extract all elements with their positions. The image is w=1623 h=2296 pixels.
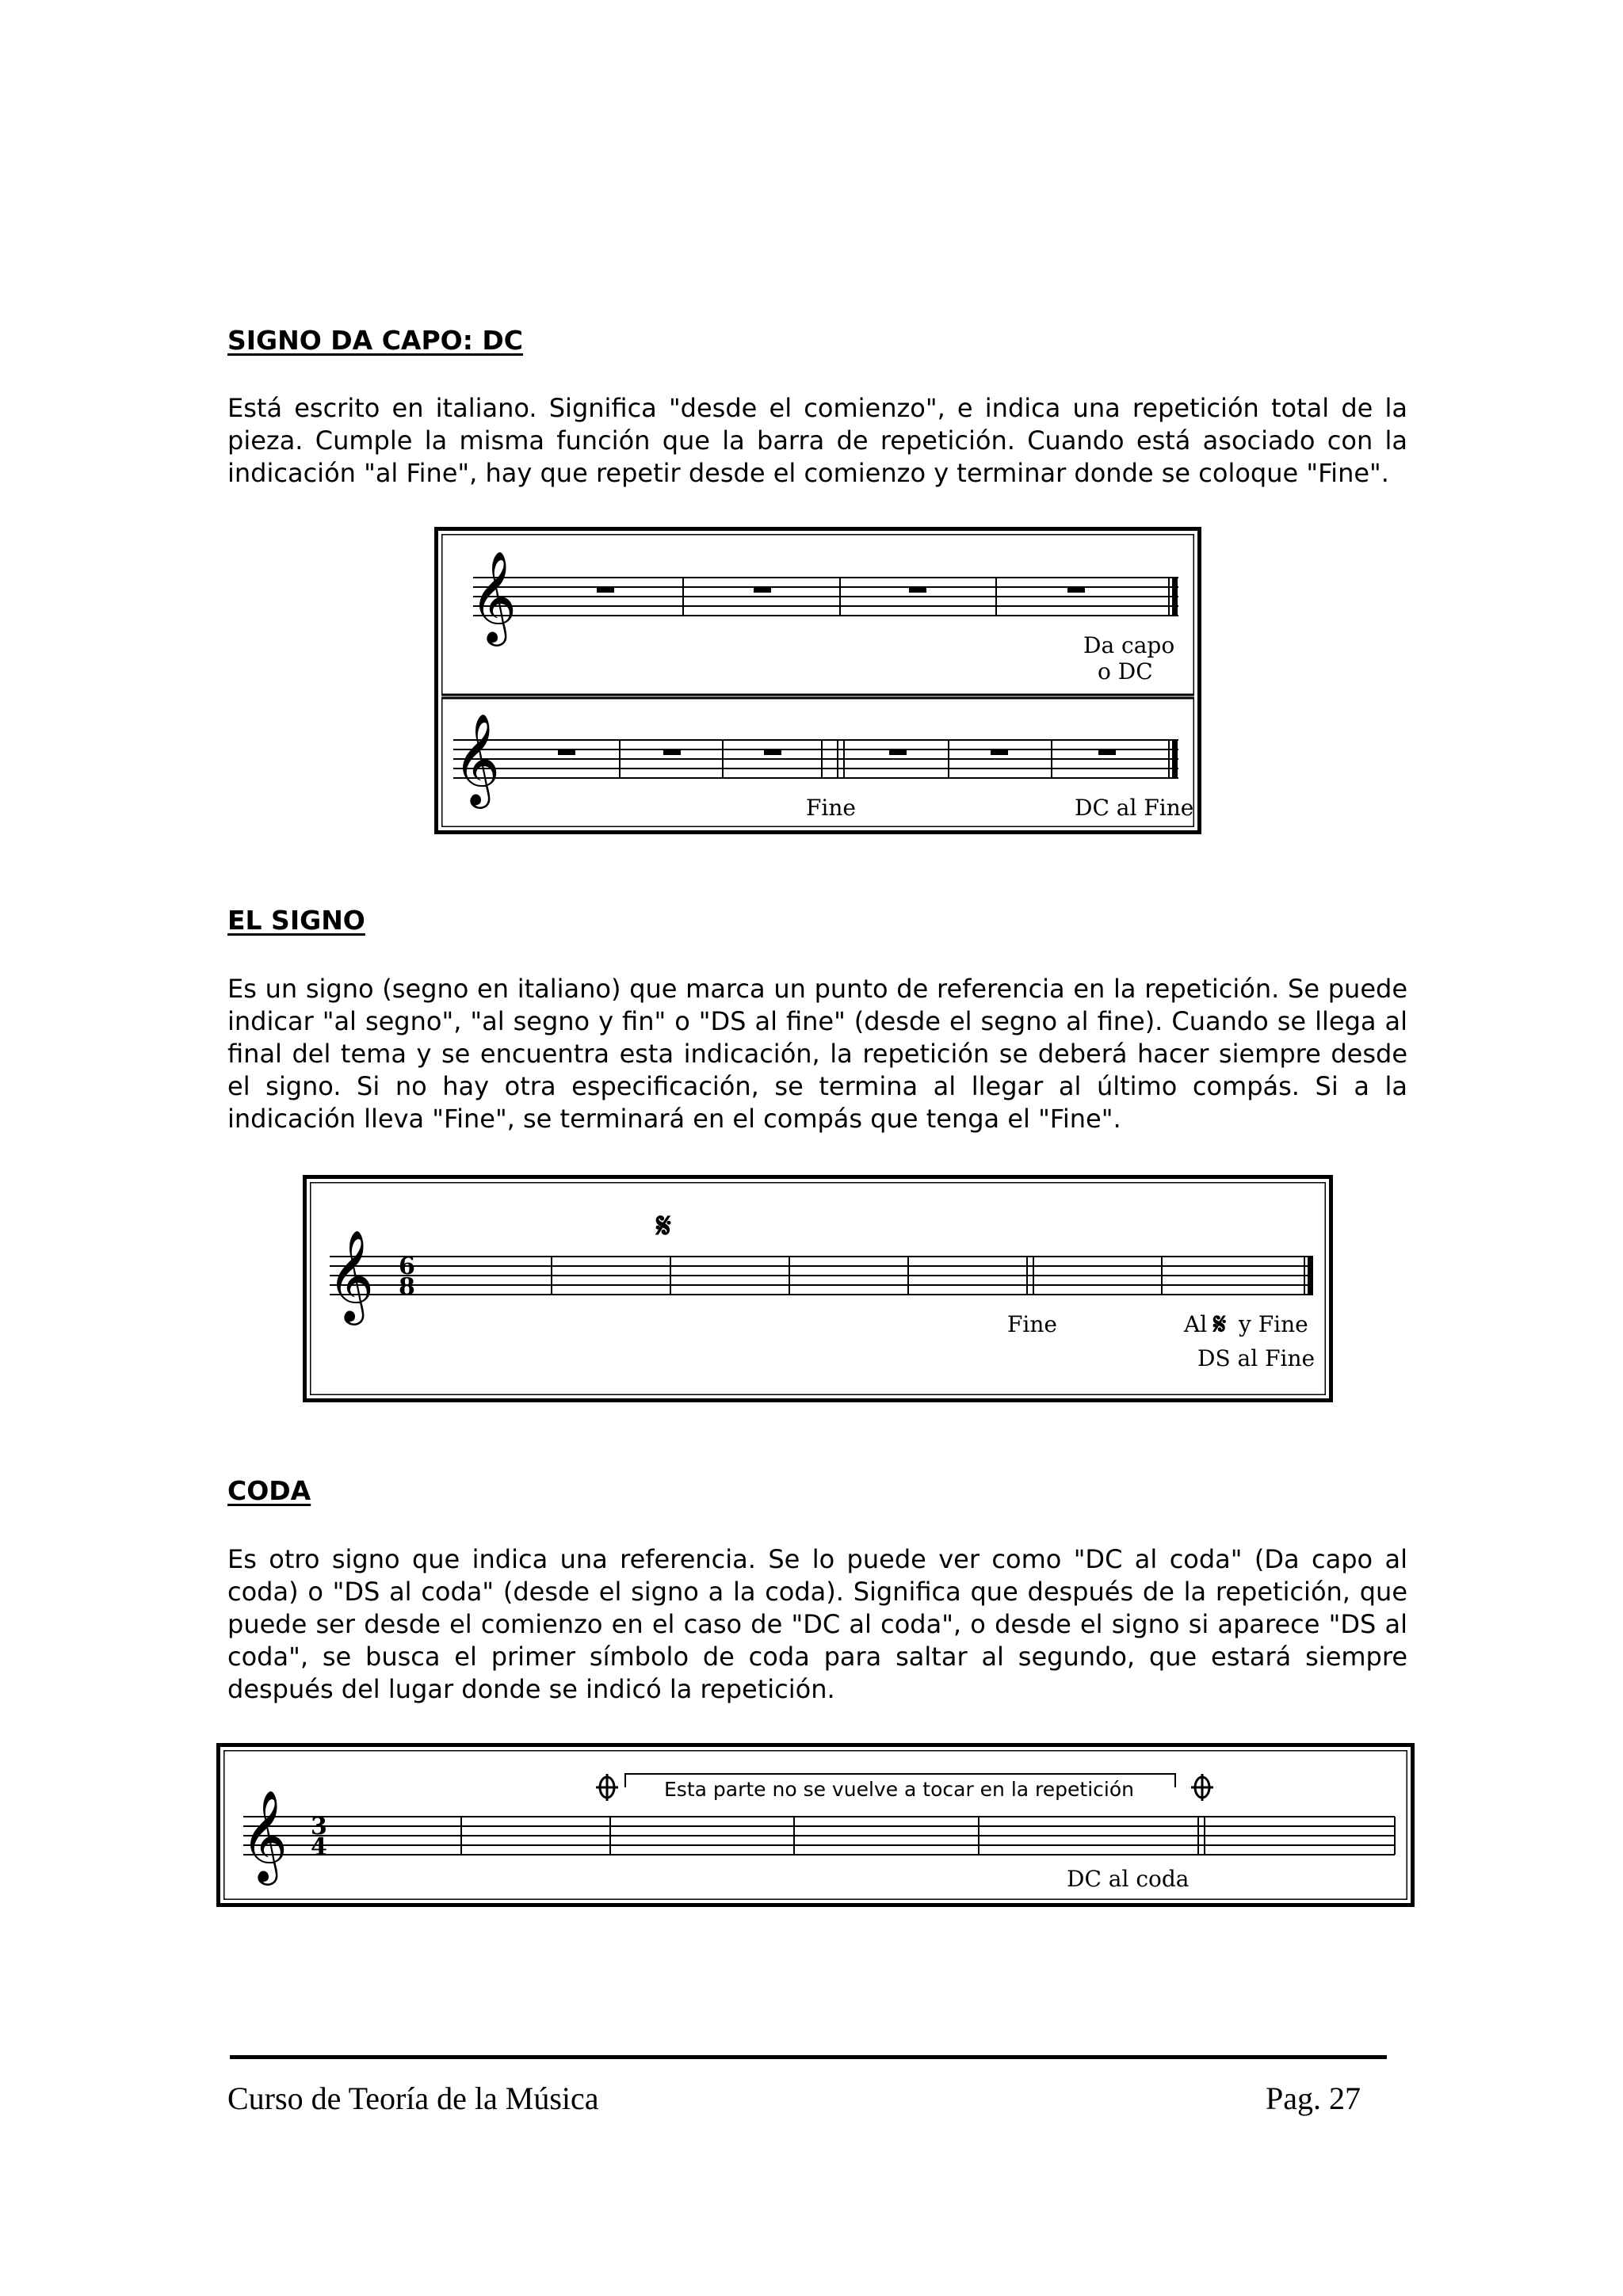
final-barline (1308, 1257, 1313, 1295)
whole-rest-icon (764, 749, 781, 755)
coda-score (223, 1750, 1407, 1900)
el-signo-score (310, 1182, 1326, 1395)
fine-label: Fine (1007, 1311, 1057, 1337)
o-dc-label: o DC (1098, 658, 1153, 685)
segno-icon: 𝄋 (656, 1206, 671, 1246)
y-fine-label: y Fine (1239, 1311, 1308, 1337)
figure-el-signo (303, 1175, 1333, 1402)
whole-rest-icon (1067, 587, 1085, 593)
staff-panel-1 (441, 534, 1194, 695)
time-signature-bottom: 4 (311, 1833, 327, 1861)
staff-lines (243, 1817, 1395, 1855)
treble-clef-icon: 𝄞 (327, 1229, 375, 1322)
section-paragraph-el-signo: Es un signo (segno en italiano) que marca un punto de referencia en la repetición. Se puede indicar "al segno", "al segno y fin" o "DS al fine" (desde el segno al fine). Cuando se llega al final del tema y se encuentra esta indicación, la repetición se deberá hacer siempre desde el signo. Si no hay otra especificación, se termina al llegar al último compás. Si a la indicación lleva "Fine", se terminará en el compás que tenga el "Fine". (227, 974, 1407, 1134)
da-capo-label: Da capo (1083, 632, 1175, 658)
staff-1-lines (473, 578, 1178, 616)
da-capo-score (441, 534, 1194, 827)
coda-icon (596, 1774, 618, 1801)
footer-page-number: Pag. 27 (1266, 2081, 1361, 2116)
whole-rest-icon (597, 587, 614, 593)
time-signature-top: 6 (399, 1253, 415, 1280)
final-barline (1172, 578, 1178, 616)
time-signature-bottom: 8 (399, 1273, 415, 1301)
whole-rest-icon (754, 587, 771, 593)
treble-clef-icon: 𝄞 (470, 550, 517, 643)
staff-lines (330, 1257, 1313, 1295)
al-label: Al (1184, 1311, 1208, 1337)
treble-clef-icon: 𝄞 (453, 712, 501, 805)
time-signature-top: 3 (311, 1813, 327, 1840)
staff-panel (223, 1750, 1407, 1900)
section-paragraph-coda: Es otro signo que indica una referencia. Se lo puede ver como "DC al coda" (Da capo al coda) o "DS al coda" (desde el signo a la coda). Significa que después de la repetición, que puede ser desde el comienzo en el caso de "DC al coda", o desde el signo si aparece "DS al coda", se busca el primer símbolo de coda para saltar al segundo, que estará siempre después del lugar donde se indicó la repetición. (227, 1544, 1407, 1704)
fine-label: Fine (806, 795, 856, 821)
dc-al-coda-label: DC al coda (1067, 1866, 1190, 1892)
whole-rest-icon (1098, 749, 1116, 755)
whole-rest-icon (663, 749, 681, 755)
dc-al-fine-label: DC al Fine (1075, 795, 1194, 821)
staff-panel (310, 1182, 1326, 1395)
bracket-label: Esta parte no se vuelve a tocar en la repetición (664, 1778, 1134, 1801)
footer-rule (230, 2055, 1387, 2059)
section-heading-coda: CODA (227, 1475, 311, 1506)
whole-rest-icon (889, 749, 907, 755)
figure-da-capo (434, 527, 1201, 834)
segno-icon: 𝄋 (1213, 1306, 1227, 1341)
footer-course-title: Curso de Teoría de la Música (227, 2081, 599, 2116)
final-barline (1172, 740, 1178, 778)
whole-rest-icon (558, 749, 575, 755)
section-heading-el-signo: EL SIGNO (227, 905, 365, 936)
whole-rest-icon (909, 587, 926, 593)
staff-2-lines (453, 740, 1178, 778)
section-heading-da-capo: SIGNO DA CAPO: DC (227, 325, 524, 356)
coda-icon (1191, 1774, 1213, 1801)
treble-clef-icon: 𝄞 (241, 1789, 288, 1882)
section-paragraph-da-capo: Está escrito en italiano. Significa "desde el comienzo", e indica una repetición total de la pieza. Cumple la misma función que la barra de repetición. Cuando está asociado con la indicación "al Fine", hay que repetir desde el comienzo y terminar donde se coloque "Fine". (227, 393, 1407, 488)
whole-rest-icon (991, 749, 1008, 755)
ds-al-fine-label: DS al Fine (1197, 1345, 1316, 1371)
figure-coda (216, 1743, 1415, 1907)
